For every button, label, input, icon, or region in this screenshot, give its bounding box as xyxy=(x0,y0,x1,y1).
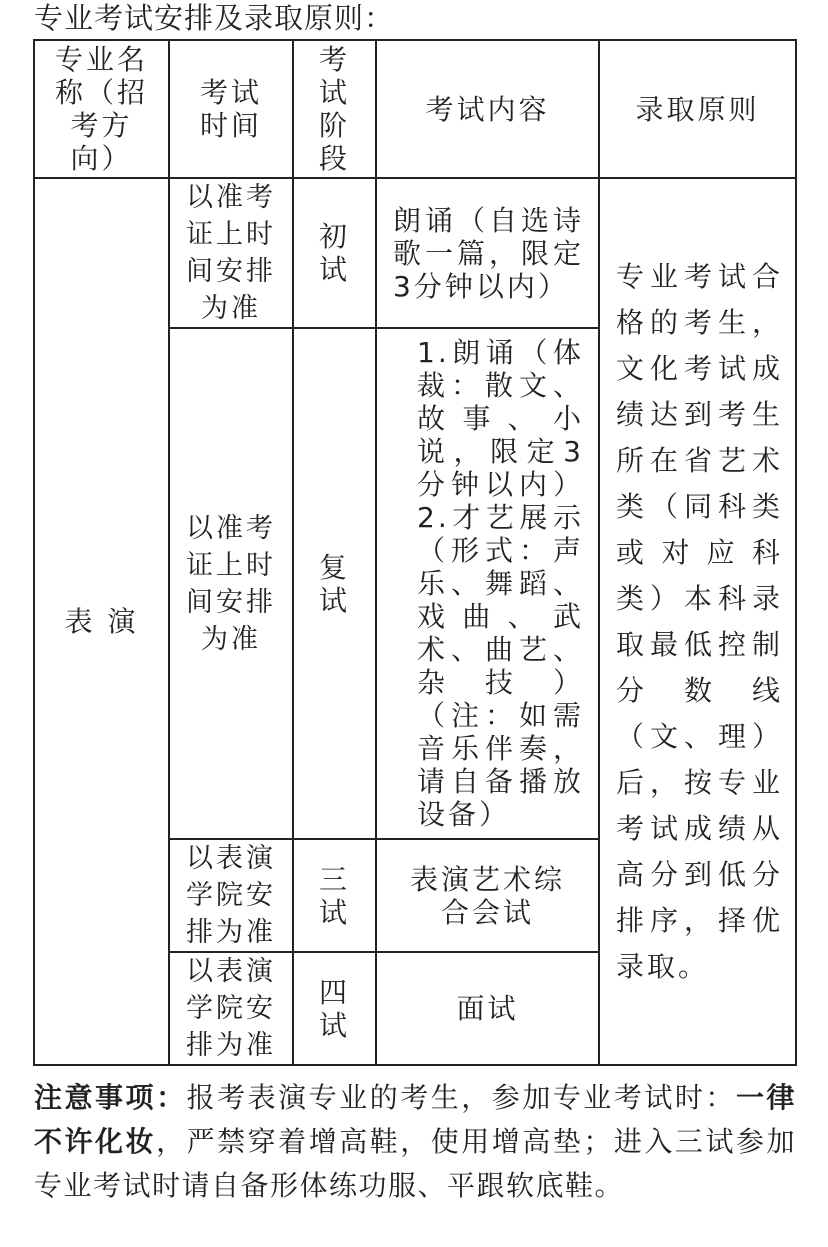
exam-time-cell: 以表演学院安排为准 xyxy=(169,839,293,952)
header-exam-stage: 考试阶段 xyxy=(293,40,376,178)
header-exam-time: 考试时间 xyxy=(169,40,293,178)
header-admission-rule: 录取原则 xyxy=(599,40,796,178)
exam-time-cell: 以表演学院安排为准 xyxy=(169,952,293,1065)
exam-time-cell: 以准考证上时间安排为准 xyxy=(169,178,293,328)
exam-content-cell: 朗诵（自选诗歌一篇，限定3分钟以内） xyxy=(376,178,599,328)
exam-schedule-table xyxy=(33,39,797,1066)
notice-no-makeup: 一律不许化妆 xyxy=(34,1081,796,1158)
exam-time-cell: 以准考证上时间安排为准 xyxy=(169,328,293,839)
header-major: 专业名称（招考方向） xyxy=(34,40,169,178)
exam-stage-cell: 三试 xyxy=(293,839,376,952)
header-exam-content: 考试内容 xyxy=(376,40,599,178)
section-heading: 专业考试安排及录取原则： xyxy=(34,1,395,35)
notice-text-1: 报考表演专业的考生，参加专业考试时： xyxy=(186,1081,736,1114)
admission-rule-cell: 专业考试合格的考生，文化考试成绩达到考生所在省艺术类（同科类或对应科类）本科录取最低控制分数线（文、理）后，按专业考试成绩从高分到低分排序，择优录取。 xyxy=(599,178,796,1065)
table-header-row xyxy=(34,40,796,178)
exam-stage-cell: 初试 xyxy=(293,178,376,328)
major-name-cell: 表 演 xyxy=(34,178,169,1065)
notice-paragraph xyxy=(34,1076,796,1208)
notice-label: 注意事项： xyxy=(34,1081,187,1114)
exam-stage-cell: 复试 xyxy=(293,328,376,839)
exam-content-cell: 1.朗诵（体裁：散文、故事、小说，限定3分钟以内）2.才艺展示（形式：声乐、舞蹈、戏曲、武术、曲艺、杂技）（注：如需音乐伴奏，请自备播放设备） xyxy=(376,328,599,839)
exam-stage-cell: 四试 xyxy=(293,952,376,1065)
notice-text-2: ，严禁穿着增高鞋，使用增高垫；进入三试参加专业考试时请自备形体练功服、平跟软底鞋。 xyxy=(34,1125,796,1202)
table-row xyxy=(34,178,796,328)
exam-content-cell: 表演艺术综合会试 xyxy=(376,839,599,952)
exam-content-cell: 面试 xyxy=(376,952,599,1065)
